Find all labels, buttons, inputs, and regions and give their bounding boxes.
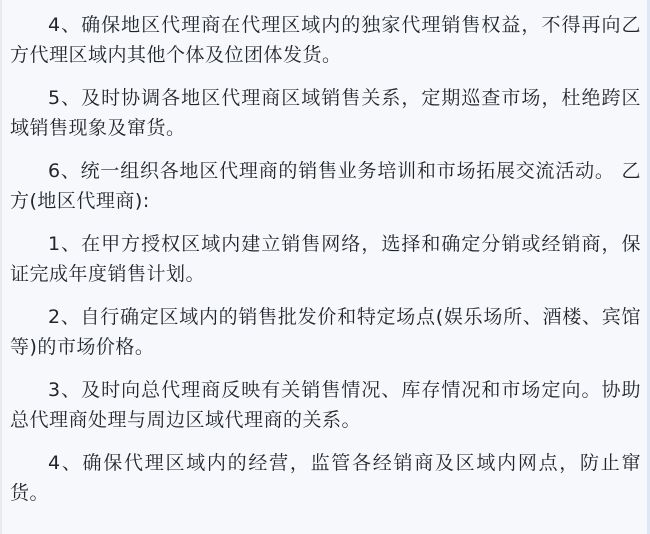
- paragraph-clause-yifang-3: 3、及时向总代理商反映有关销售情况、库存情况和市场定向。协助总代理商处理与周边区域代理商的关系。: [10, 379, 641, 431]
- paragraph-clause-jiafang-5: 5、及时协调各地区代理商区域销售关系，定期巡查市场，杜绝跨区域销售现象及窜货。: [10, 87, 641, 139]
- paragraph-clause-yifang-4: 4、确保代理区域内的经营，监管各经销商及区域内网点，防止窜货。: [10, 452, 641, 504]
- paragraph-clause-jiafang-6-yifang-heading: 6、统一组织各地区代理商的销售业务培训和市场拓展交流活动。 乙方(地区代理商):: [10, 160, 641, 212]
- document-body: [2, 0, 647, 508]
- paragraph-clause-jiafang-4: 4、确保地区代理商在代理区域内的独家代理销售权益，不得再向乙方代理区域内其他个体及位团体发货。: [10, 14, 641, 66]
- paragraph-clause-yifang-1: 1、在甲方授权区域内建立销售网络，选择和确定分销或经销商，保证完成年度销售计划。: [10, 233, 641, 285]
- paragraph-clause-yifang-2: 2、自行确定区域内的销售批发价和特定场点(娱乐场所、酒楼、宾馆等)的市场价格。: [10, 306, 641, 358]
